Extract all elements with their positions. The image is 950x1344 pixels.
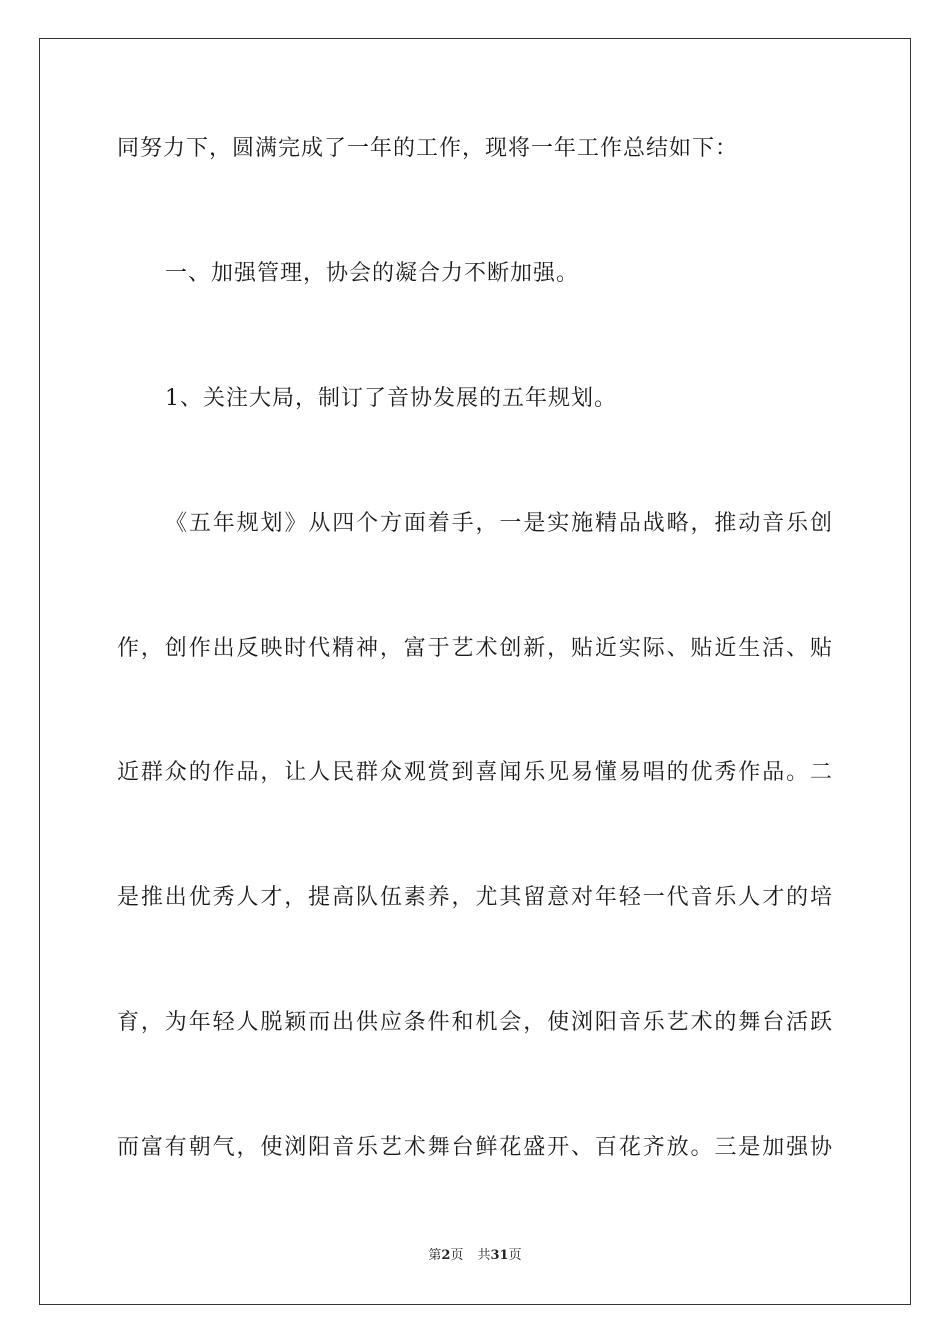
paragraph-line-6: 近群众的作品，让人民群众观赏到喜闻乐见易懂易唱的优秀作品。二 [117,760,833,785]
page-suffix: 页 [450,1248,464,1263]
page-number: 2 [441,1248,451,1263]
section-heading: 一、加强管理，协会的凝合力不断加强。 [165,261,580,286]
total-pages: 31 [490,1248,509,1263]
page-footer [0,1247,950,1265]
paragraph-line-7: 是推出优秀人才，提高队伍素养，尤其留意对年轻一代音乐人才的培 [117,885,833,910]
paragraph-line-4: 《五年规划》从四个方面着手，一是实施精品战略，推动音乐创 [165,511,833,536]
paragraph-line-8: 育，为年轻人脱颖而出供应条件和机会，使浏阳音乐艺术的舞台活跃 [117,1010,833,1035]
page-border [39,38,911,1305]
total-suffix: 页 [508,1248,522,1263]
paragraph-line-9: 而富有朝气，使浏阳音乐艺术舞台鲜花盛开、百花齐放。三是加强协 [117,1135,833,1160]
paragraph-line-1: 同努力下，圆满完成了一年的工作，现将一年工作总结如下： [117,136,739,161]
subsection-heading: 1、关注大局，制订了音协发展的五年规划。 [165,386,617,411]
page-prefix: 第 [428,1248,442,1263]
total-prefix: 共 [477,1248,491,1263]
paragraph-line-5: 作，创作出反映时代精神，富于艺术创新，贴近实际、贴近生活、贴 [117,636,833,661]
